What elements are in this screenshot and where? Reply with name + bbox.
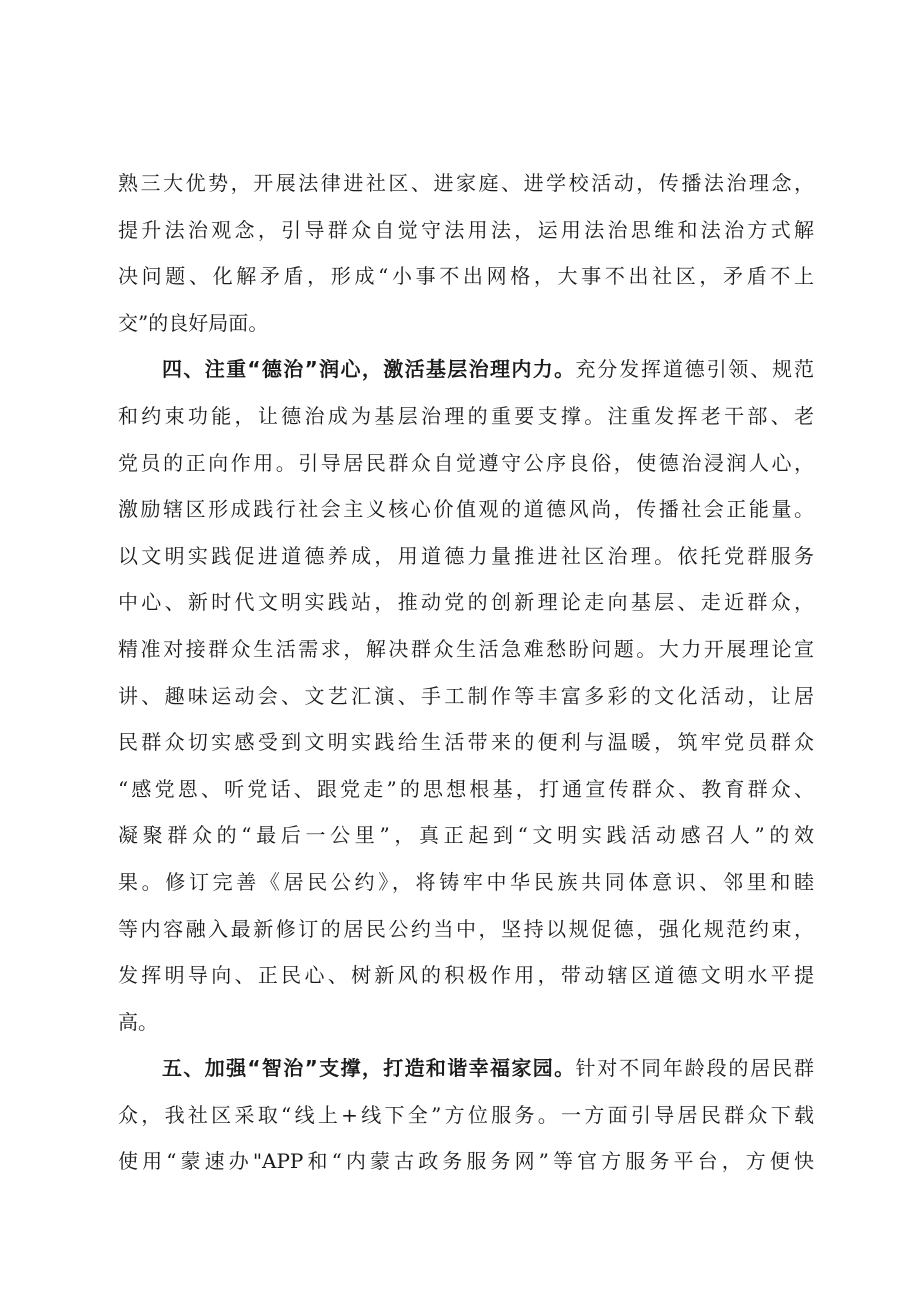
- text-line: [118, 346, 814, 393]
- text-line: [118, 1045, 814, 1092]
- text-line: 凝聚群众的“最后一公里”，真正起到“文明实践活动感召人”的效: [118, 823, 814, 848]
- text-line: 交”的良好局面。: [118, 310, 269, 335]
- section-heading-smart: 五、加强“智治”支撑，打造和谐幸福家园。: [162, 1056, 576, 1081]
- text-line: 和约束功能，让德治成为基层治理的重要支撑。注重发挥老干部、老: [118, 403, 814, 428]
- text-line: 使用“蒙速办"APP和“内蒙古政务服务网”等官方服务平台，方便快: [118, 1149, 814, 1174]
- paragraph-law: [118, 160, 814, 346]
- text-line: 果。修订完善《居民公约》，将铸牢中华民族共同体意识、邻里和睦: [118, 869, 814, 894]
- text-line-rest: 充分发挥道德引领、规范: [575, 357, 815, 382]
- text-line: 党员的正向作用。引导居民群众自觉遵守公序良俗，使德治浸润人心，: [118, 450, 814, 475]
- document-body: [118, 160, 814, 1185]
- text-line: 众，我社区采取“线上+线下全”方位服务。一方面引导居民群众下载: [118, 1102, 814, 1127]
- text-line: 熟三大优势，开展法律进社区、进家庭、进学校活动，传播法治理念，: [118, 171, 814, 195]
- text-line: 高。: [118, 1009, 158, 1034]
- text-line: 提升法治观念，引导群众自觉守法用法，运用法治思维和法治方式解: [118, 217, 814, 242]
- paragraph-morality: [118, 346, 814, 1045]
- paragraph-smart: [118, 1045, 814, 1185]
- text-line: 精准对接群众生活需求，解决群众生活急难愁盼问题。大力开展理论宣: [118, 636, 814, 661]
- text-line: 以文明实践促进道德养成，用道德力量推进社区治理。依托党群服务: [118, 543, 814, 568]
- text-line: 等内容融入最新修订的居民公约当中，坚持以规促德，强化规范约束，: [118, 916, 814, 941]
- text-line: “感党恩、听党话、跟党走”的思想根基，打通宣传群众、教育群众、: [118, 776, 814, 801]
- section-heading-morality: 四、注重“德治”润心，激活基层治理内力。: [162, 357, 576, 382]
- text-line: 讲、趣味运动会、文艺汇演、手工制作等丰富多彩的文化活动，让居: [118, 683, 814, 708]
- text-line-rest: 针对不同年龄段的居民群: [575, 1056, 815, 1081]
- text-line: 激励辖区形成践行社会主义核心价值观的道德风尚，传播社会正能量。: [118, 497, 814, 522]
- text-line: 发挥明导向、正民心、树新风的积极作用，带动辖区道德文明水平提: [118, 963, 814, 988]
- text-line: 民群众切实感受到文明实践给生活带来的便利与温暖，筑牢党员群众: [118, 730, 814, 755]
- text-line: 决问题、化解矛盾，形成“小事不出网格，大事不出社区，矛盾不上: [118, 264, 814, 289]
- text-line: 中心、新时代文明实践站，推动党的创新理论走向基层、走近群众，: [118, 590, 814, 615]
